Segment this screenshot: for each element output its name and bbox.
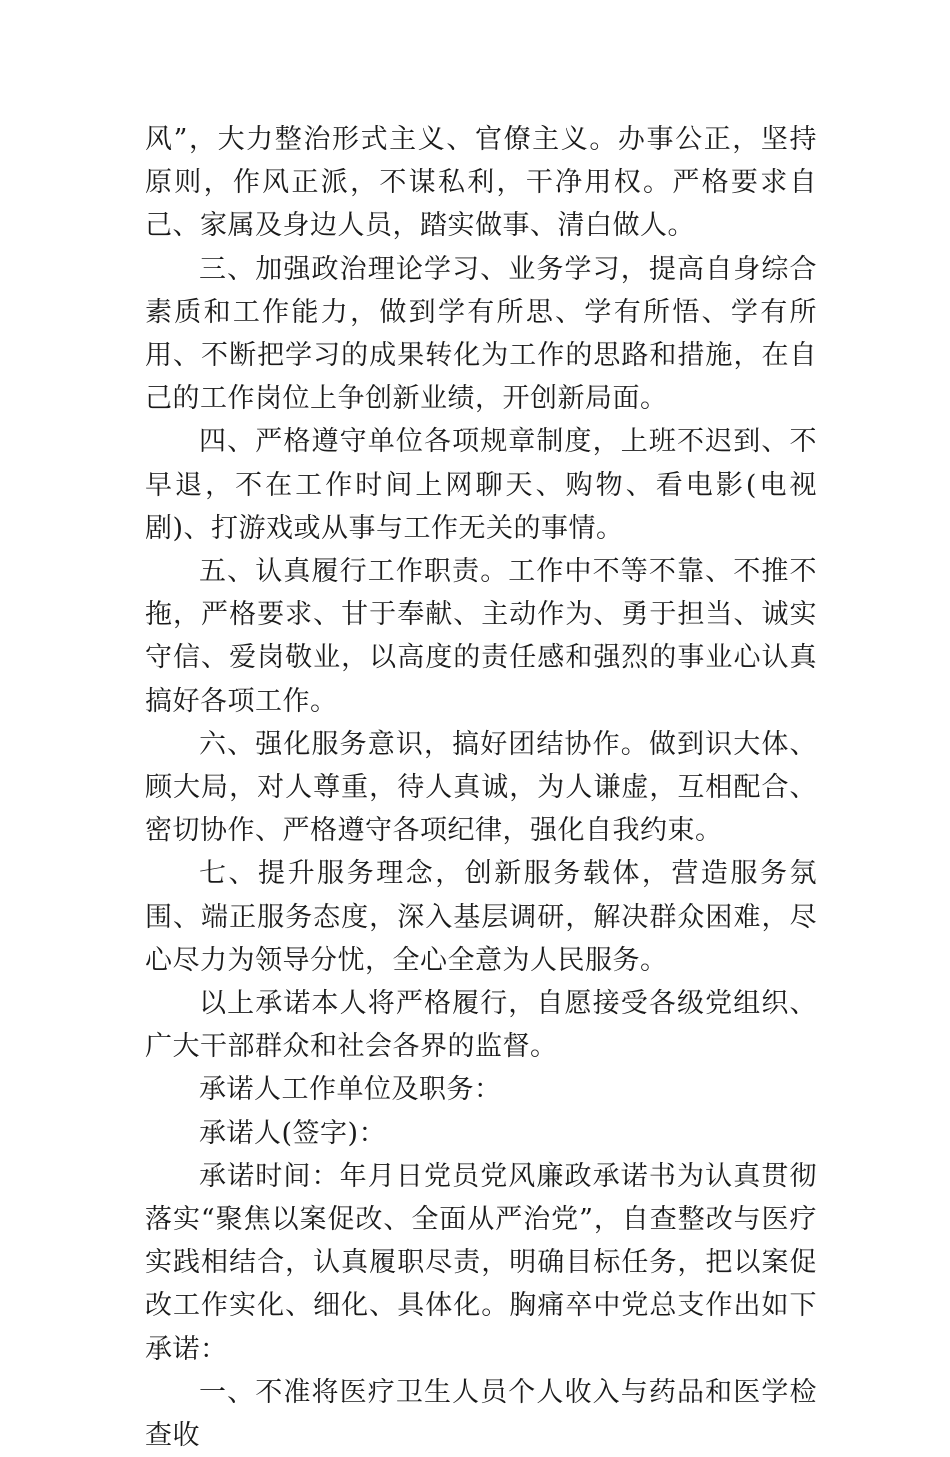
paragraph-item-7: 七、提升服务理念，创新服务载体，营造服务氛围、端正服务态度，深入基层调研，解决群众困难，尽心尽力为领导分忧，全心全意为人民服务。 [145,858,817,976]
paragraph-signature-line: 承诺人(签字)： [199,1117,387,1149]
paragraph-item-1: 一、不准将医疗卫生人员个人收入与药品和医学检查收 [145,1376,817,1452]
paragraph-item-5: 五、认真履行工作职责。工作中不等不靠、不推不拖，严格要求、甘于奉献、主动作为、勇于担当、诚实守信、爱岗敬业，以高度的责任感和强烈的事业心认真搞好各项工作。 [145,556,817,717]
paragraph-item-3: 三、加强政治理论学习、业务学习，提高自身综合素质和工作能力，做到学有所思、学有所悟、学有所用、不断把学习的成果转化为工作的思路和措施，在自己的工作岗位上争创新业绩，开创新局面。 [145,253,817,415]
paragraph-item-6: 六、强化服务意识，搞好团结协作。做到识大体、顾大局，对人尊重，待人真诚，为人谦虚，互相配合、密切协作、严格遵守各项纪律，强化自我约束。 [145,728,817,847]
paragraph-item-4: 四、严格遵守单位各项规章制度，上班不迟到、不早退，不在工作时间上网聊天、购物、看电影(电视剧)、打游戏或从事与工作无关的事情。 [145,426,817,544]
paragraph-date-and-intro: 承诺时间：年月日党员党风廉政承诺书为认真贯彻落实“聚焦以案促改、全面从严治党”，自查整改与医疗实践相结合，认真履职尽责，明确目标任务，把以案促改工作实化、细化、具体化。胸痛卒中党总支作出如下承诺： [145,1160,817,1365]
paragraph-continuation: 风”，大力整治形式主义、官僚主义。办事公正，坚持原则，作风正派，不谋私利，干净用权。严格要求自己、家属及身边人员，踏实做事、清白做人。 [145,124,817,242]
document-body [145,118,817,1457]
paragraph-work-unit-line: 承诺人工作单位及职务： [199,1074,502,1106]
paragraph-closing-statement: 以上承诺本人将严格履行，自愿接受各级党组织、广大干部群众和社会各界的监督。 [145,988,817,1063]
